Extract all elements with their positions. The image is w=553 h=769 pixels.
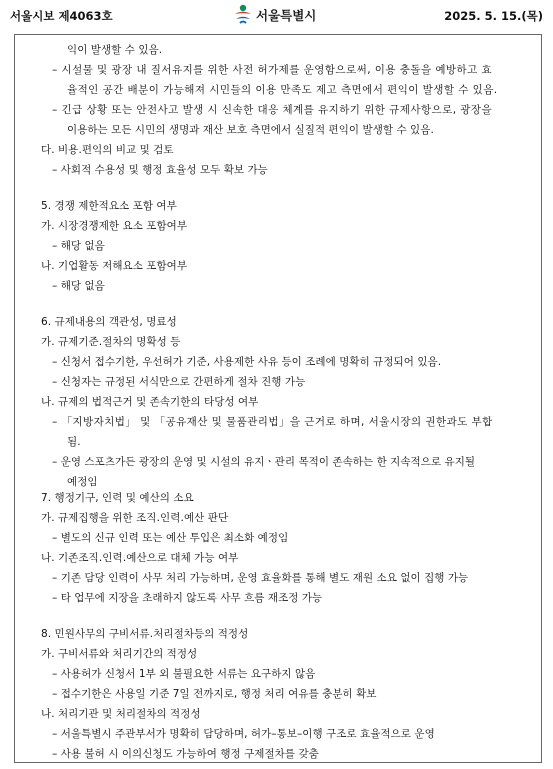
bullet-line: – 해당 없음 [52, 240, 105, 252]
bullet-line: – 운영 스포츠가든 광장의 운영 및 시설의 유지ㆍ관리 목적이 존속하는 한 지속적으로 유지될 [52, 456, 476, 468]
bullet-line: – 시설물 및 광장 내 질서유지를 위한 사전 허가제를 운영함으로써, 이용 충돌을 예방하고 효 [52, 64, 493, 76]
bullet-line: – 서울특별시 주관부서가 명확히 담당하며, 허가–통보–이행 구조로 효율적으로 운영 [52, 728, 435, 740]
bullet-line: – 해당 없음 [52, 280, 105, 292]
seoul-logo [233, 3, 316, 27]
subsection-heading: 나. 기존조직․인력․예산으로 대체 가능 여부 [41, 552, 239, 564]
bullet-line: – 별도의 신규 인력 또는 예산 투입은 최소화 예정임 [52, 532, 289, 544]
page-header [0, 0, 553, 32]
subsection-heading: 다. 비용․편익의 비교 및 검토 [41, 144, 174, 156]
bullet-line: – 기존 담당 인력이 사무 처리 가능하며, 운영 효율화를 통해 별도 재원 소요 없이 집행 가능 [52, 572, 469, 584]
bullet-line: – 사회적 수용성 및 행정 효율성 모두 확보 가능 [52, 164, 268, 176]
text-line: 율적인 공간 배분이 가능해져 시민들의 이용 만족도 제고 측면에서 편익이 발생할 수 있음. [67, 84, 498, 96]
subsection-heading: 가. 시장경쟁제한 요소 포함여부 [41, 220, 188, 232]
section-heading: 5. 경쟁 제한적요소 포함 여부 [41, 200, 177, 212]
section-heading: 6. 규제내용의 객관성, 명료성 [41, 316, 177, 328]
text-line: 예정임 [67, 476, 98, 488]
bullet-line: – 신청자는 규정된 서식만으로 간편하게 절차 진행 가능 [52, 376, 306, 388]
section-8 [14, 34, 542, 763]
brand-name: 서울특별시 [256, 8, 317, 23]
bullet-line: – 사용허가 신청서 1부 외 불필요한 서류는 요구하지 않음 [52, 668, 316, 680]
subsection-heading: 나. 기업활동 저해요소 포함여부 [41, 260, 188, 272]
issue-date: 2025. 5. 15.(목) [444, 9, 543, 23]
subsection-heading: 나. 규제의 법적근거 및 존속기한의 타당성 여부 [41, 396, 259, 408]
text-line: 이용하는 모든 시민의 생명과 재산 보호 측면에서 실질적 편익이 발생할 수 있음. [67, 124, 434, 136]
bullet-line: – 타 업무에 지장을 초래하지 않도록 사무 흐름 재조정 가능 [52, 592, 323, 604]
text-line: 됨. [67, 436, 81, 448]
issue-number: 서울시보 제4063호 [10, 9, 113, 23]
section-heading: 7. 행정기구, 인력 및 예산의 소요 [41, 492, 194, 504]
text-line: 익이 발생할 수 있음. [67, 44, 163, 56]
section-heading: 8. 민원사무의 구비서류․처리절차등의 적정성 [41, 628, 249, 640]
seoul-emblem-icon [233, 4, 253, 26]
subsection-heading: 가. 규제기준․절차의 명확성 등 [41, 336, 181, 348]
bullet-line: – 「지방자치법」 및 「공유재산 및 물품관리법」을 근거로 하며, 서울시장의 권한과도 부합 [52, 416, 493, 428]
bullet-line: – 신청서 접수기한, 우선허가 기준, 사용제한 사유 등이 조례에 명확히 규정되어 있음. [52, 356, 442, 368]
subsection-heading: 가. 규제집행을 위한 조직․인력․예산 판단 [41, 512, 229, 524]
bullet-line: – 접수기한은 사용일 기준 7일 전까지로, 행정 처리 여유를 충분히 확보 [52, 688, 377, 700]
subsection-heading: 가. 구비서류와 처리기간의 적정성 [41, 648, 198, 660]
subsection-heading: 나. 처리기관 및 처리절차의 적정성 [41, 708, 201, 720]
bullet-line: – 긴급 상황 또는 안전사고 발생 시 신속한 대응 체계를 유지하기 위한 규제사항으로, 광장을 [52, 104, 493, 116]
bullet-line: – 사용 불허 시 이의신청도 가능하여 행정 구제절차를 갖춤 [52, 748, 319, 760]
